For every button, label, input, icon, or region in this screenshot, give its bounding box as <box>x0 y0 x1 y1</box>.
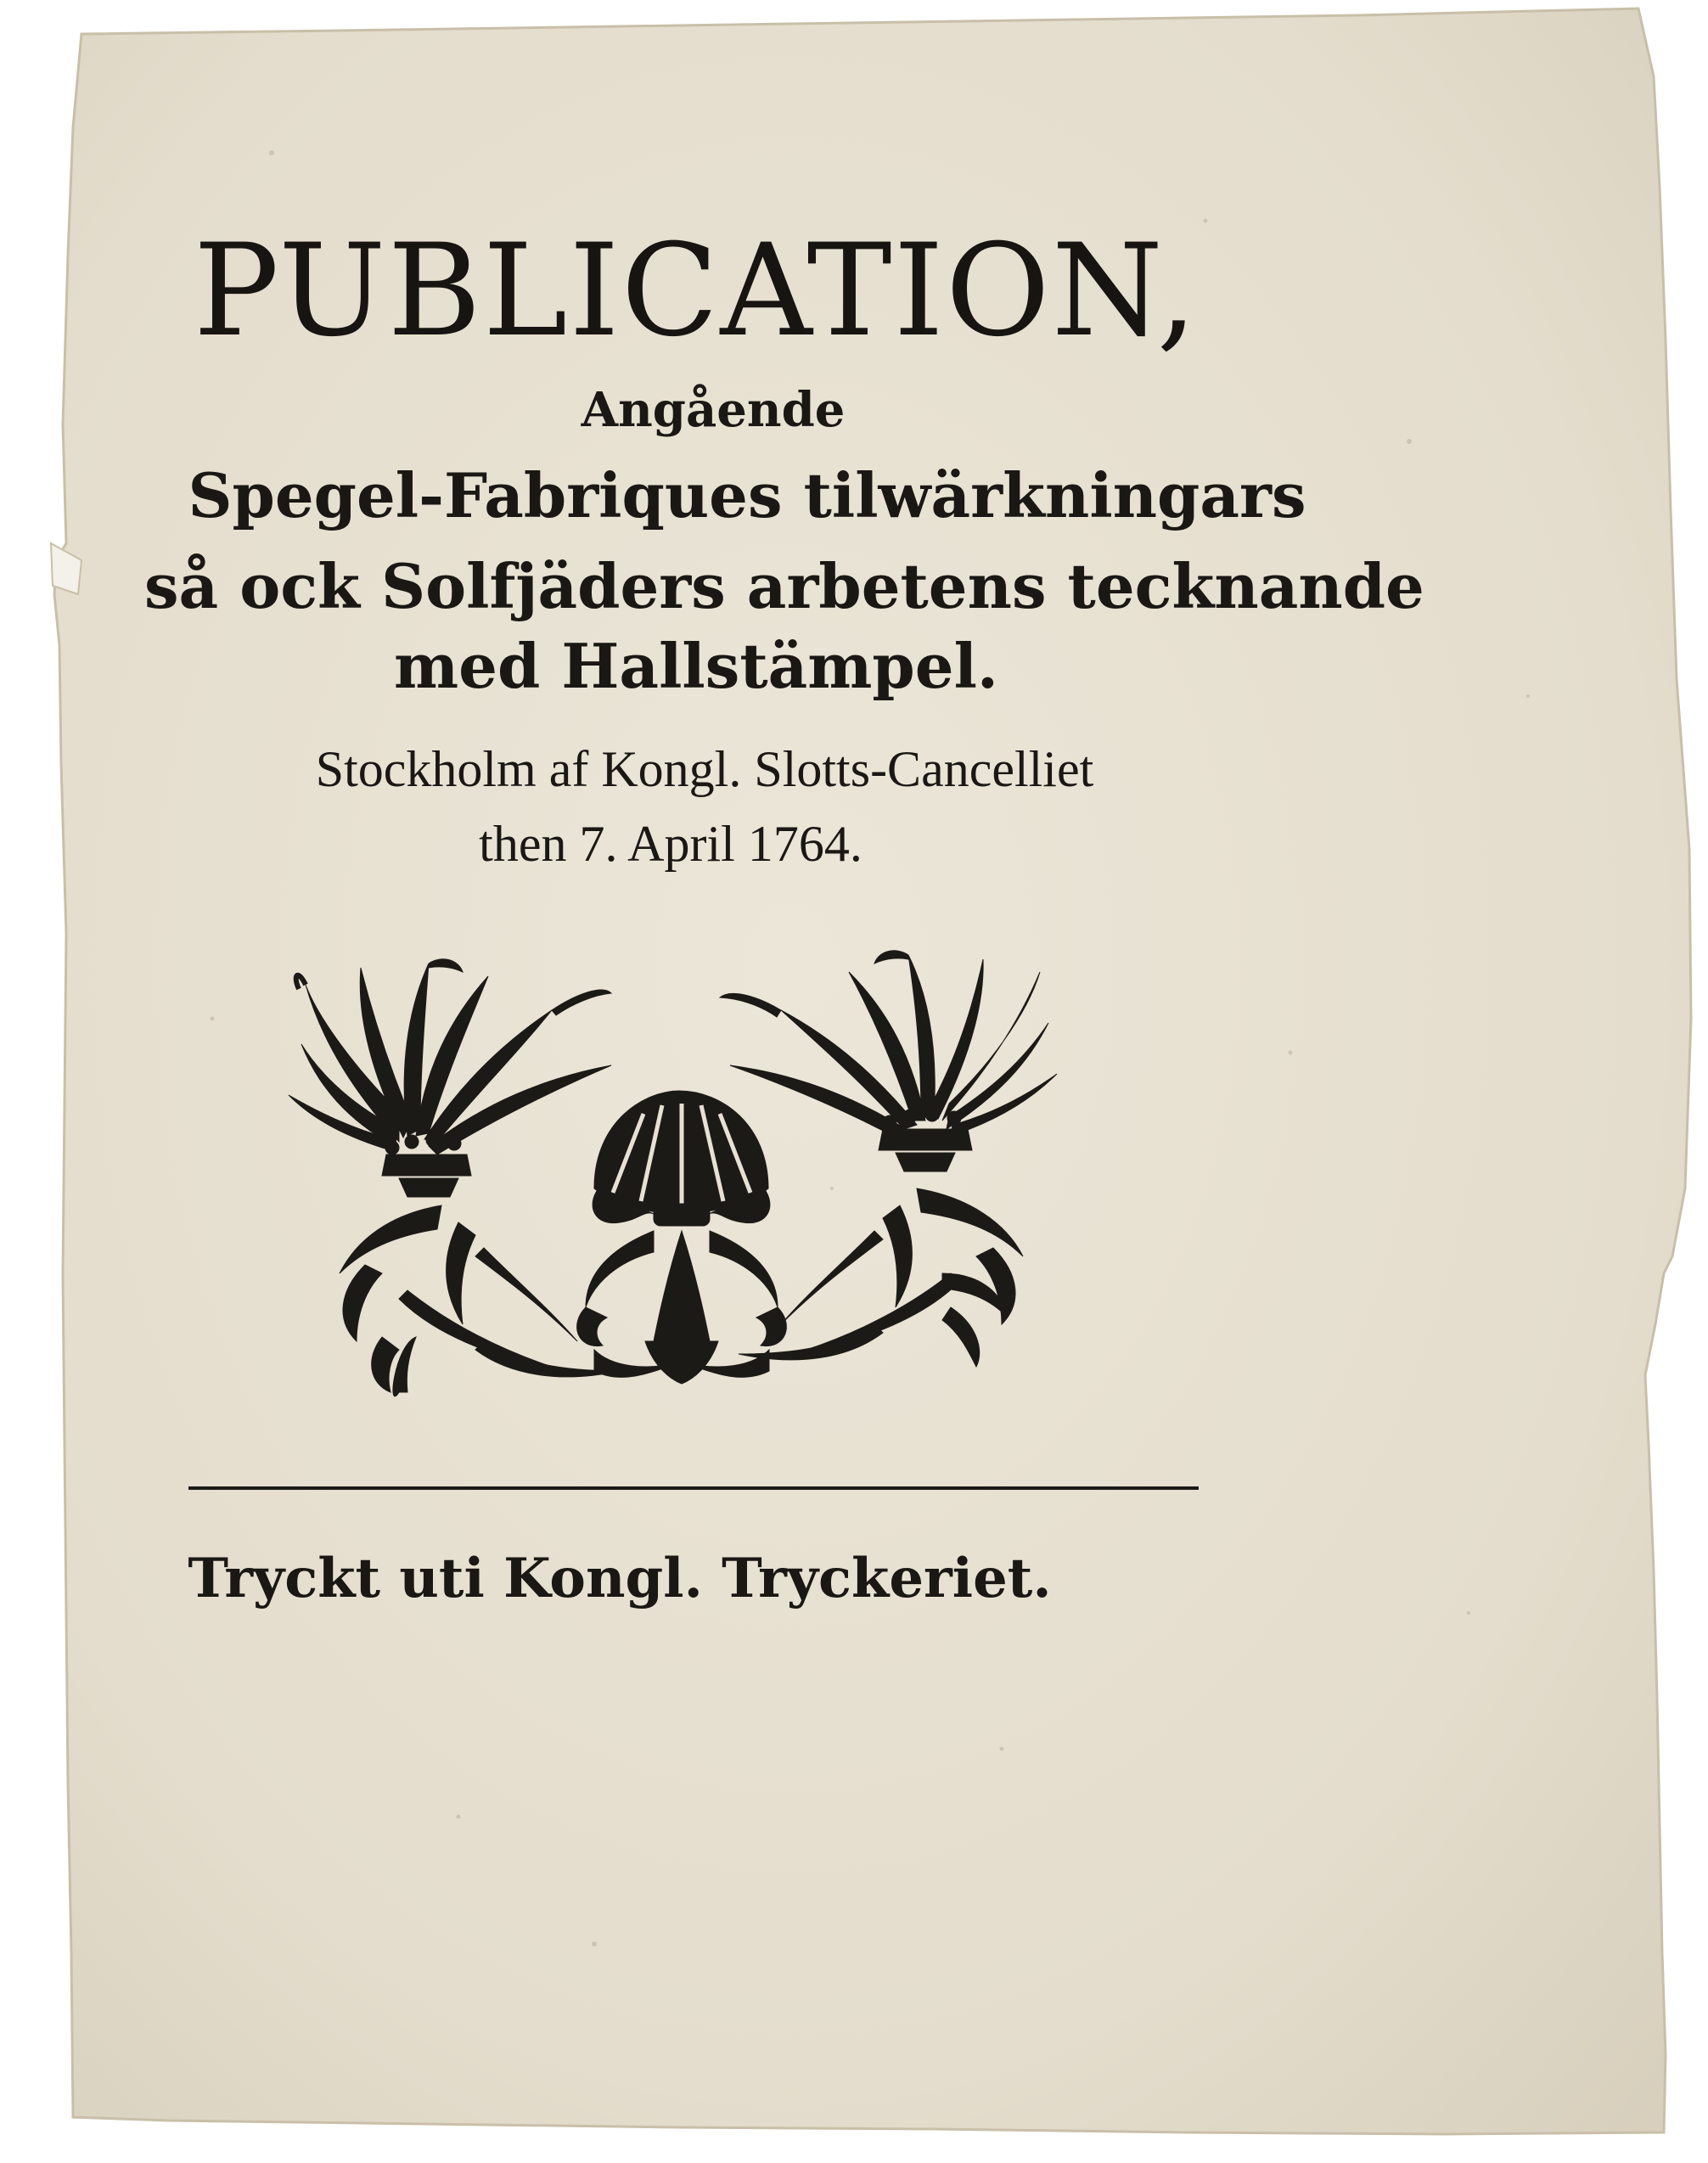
document-subtitle: Angående <box>581 382 846 438</box>
place-line: Stockholm af Kongl. Slotts-Cancelliet <box>315 741 1094 797</box>
heading-line-2: så ock Solfjäders arbetens tecknande <box>144 550 1424 622</box>
heading-line-1: Spegel-Fabriques tilwärkningars <box>188 459 1306 531</box>
printer-imprint: Tryckt uti Kongl. Tryckeriet. <box>188 1547 1052 1610</box>
document-title: PUBLICATION, <box>193 217 1200 365</box>
heading-line-3: med Hallstämpel. <box>394 630 998 702</box>
date-line: then 7. April 1764. <box>479 816 862 872</box>
text-column <box>110 0 1424 2163</box>
